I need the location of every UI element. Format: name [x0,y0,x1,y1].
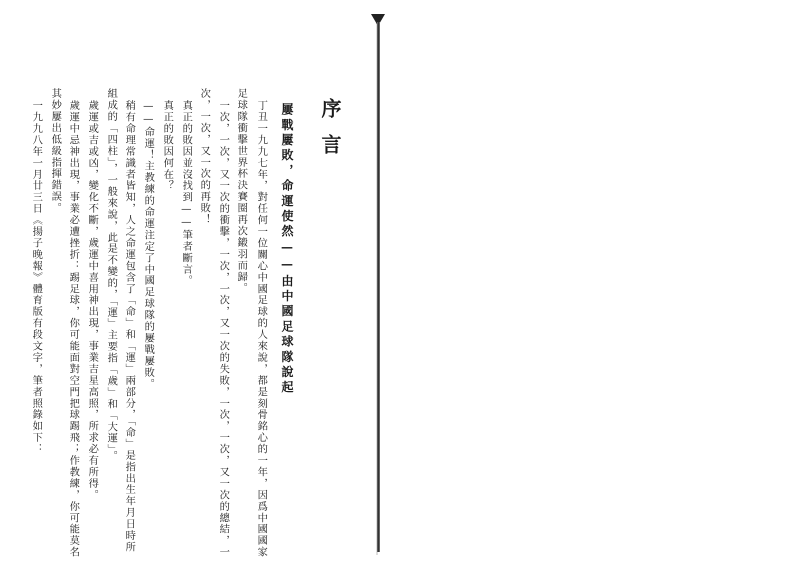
right-page-blank [380,0,793,561]
page-title: 序言 [318,98,342,170]
page-subtitle: 屢戰屢敗，命運使然——由中國足球隊說起 [280,103,294,396]
text-column: 歲運或吉或凶，變化不斷，歲運中喜用神出現，事業吉星高照，所求必有所得。 [86,100,99,501]
text-column: 稍有命理常識者皆知，人之命運包含了「命」和「運」兩部分，「命」是指出生年月日時所 [123,100,136,553]
text-column: ——命運！主教練的命運注定了中國足球隊的屢戰屢敗。 [142,100,155,390]
text-column: 丁丑一九九七年，對任何一位關心中國足球的人來說，都是刻骨銘心的一年，因爲中國國家 [255,100,268,558]
text-column: 組成的「四柱」，一般來說，此是不變的，「運」主要指「歲」和「大運」。 [105,88,118,462]
text-column: 真正的敗因並沒找到——筆者斷言。 [180,100,193,287]
text-column: 一九九八年一月廿三日《揚子晚報》體育版有段文字，筆者照錄如下： [30,100,43,455]
text-column: 足球隊衝擊世界杯決賽圈再次鎩羽而歸。 [235,88,248,295]
text-column: 其妙屢出低級指揮錯誤。 [49,88,62,214]
text-column: 真正的敗因何在？ [161,100,174,192]
text-column: 一次，一次，又一次的衝擊，一次，一次，又一次的失敗，一次，一次，又一次的總結，一 [217,100,230,558]
left-page [0,0,378,561]
text-column: 次，一次，又一次的再敗！ [198,88,211,226]
text-column: 歲運中忌神出現，事業必遭挫折：踢足球，你可能面對空門把球踢飛；作教練，你可能莫名 [67,100,80,558]
